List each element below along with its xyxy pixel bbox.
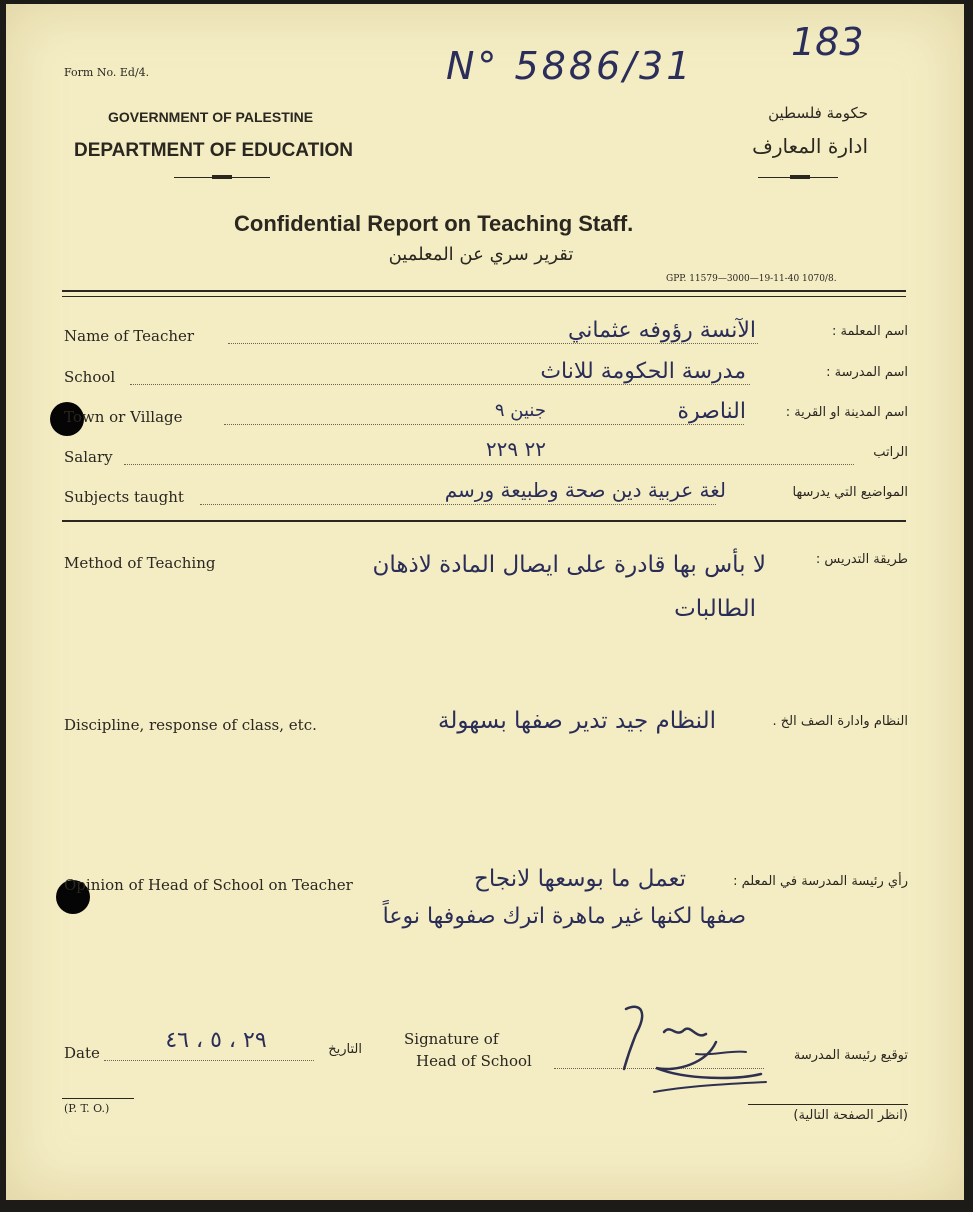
discipline-label: Discipline, response of class, etc. bbox=[64, 716, 317, 734]
discipline-value: النظام جيد تدير صفها بسهولة bbox=[437, 708, 716, 734]
town-dots bbox=[224, 424, 744, 425]
town-label-ar: اسم المدينة او القرية : bbox=[785, 405, 908, 420]
department-heading: DEPARTMENT OF EDUCATION bbox=[74, 140, 354, 161]
school-label: School bbox=[64, 368, 116, 386]
print-code: GPP. 11579—3000—19-11-40 1070/8. bbox=[666, 274, 837, 284]
opinion-label-ar: رأي رئيسة المدرسة في المعلم : bbox=[733, 874, 908, 889]
teacher-name-value: الآنسة رؤوفه عثماني bbox=[567, 318, 756, 343]
school-value: مدرسة الحكومة للاناث bbox=[540, 359, 746, 384]
method-value-line1: لا بأس بها قادرة على ايصال المادة لاذهان bbox=[372, 552, 766, 578]
teacher-name-label: Name of Teacher bbox=[64, 327, 195, 345]
method-label: Method of Teaching bbox=[64, 554, 216, 572]
footer-rule-right-top bbox=[748, 1104, 908, 1105]
salary-label-ar: الراتب bbox=[873, 445, 908, 460]
subjects-value: لغة عربية دين صحة وطبيعة ورسم bbox=[444, 478, 726, 502]
form-number: Form No. Ed/4. bbox=[64, 66, 150, 79]
subjects-label: Subjects taught bbox=[64, 488, 184, 506]
subjects-label-ar: المواضيع التي يدرسها bbox=[792, 485, 908, 500]
pto-label: (P. T. O.) bbox=[64, 1102, 110, 1115]
date-label: Date bbox=[64, 1044, 100, 1062]
method-value-line2: الطالبات bbox=[674, 596, 756, 622]
page-number: 183 bbox=[791, 20, 864, 64]
signature-label-2: Head of School bbox=[416, 1052, 532, 1070]
title-rule-thin bbox=[62, 296, 906, 297]
subjects-dots bbox=[200, 504, 716, 505]
town-label: Town or Village bbox=[64, 408, 183, 426]
opinion-label: Opinion of Head of School on Teacher bbox=[64, 876, 353, 894]
date-value: ٢٩ ، ٥ ، ٤٦ bbox=[165, 1028, 267, 1053]
discipline-label-ar: النظام وادارة الصف الخ . bbox=[772, 714, 908, 729]
method-label-ar: طريقة التدريس : bbox=[815, 552, 908, 567]
opinion-value-line2: صفها لكنها غير ماهرة اترك صفوفها نوعاً bbox=[382, 904, 746, 929]
signature-label-1: Signature of bbox=[404, 1030, 499, 1048]
header-divider-right-mark bbox=[790, 175, 810, 179]
town-extra: جنين ٩ bbox=[494, 400, 546, 421]
salary-dots bbox=[124, 464, 854, 465]
reference-number: N° 5886/31 bbox=[446, 44, 694, 88]
fields-rule bbox=[62, 520, 906, 522]
school-label-ar: اسم المدرسة : bbox=[826, 365, 908, 380]
government-heading: GOVERNMENT OF PALESTINE bbox=[108, 109, 314, 125]
report-title: Confidential Report on Teaching Staff. bbox=[234, 211, 634, 236]
title-rule-thick bbox=[62, 290, 906, 292]
teacher-name-label-ar: اسم المعلمة : bbox=[832, 324, 908, 339]
report-title-ar: تقرير سري عن المعلمين bbox=[388, 244, 574, 265]
teacher-name-dots bbox=[228, 343, 758, 344]
government-heading-ar: حكومة فلسطين bbox=[768, 104, 868, 122]
salary-label: Salary bbox=[64, 448, 113, 466]
school-dots bbox=[130, 384, 750, 385]
pto-label-ar: (انظر الصفحة التالية) bbox=[793, 1108, 908, 1123]
header-divider-left-mark bbox=[212, 175, 232, 179]
report-form-page bbox=[6, 4, 964, 1200]
footer-rule-left-top bbox=[62, 1098, 134, 1099]
opinion-value-line1: تعمل ما بوسعها لانجاح bbox=[474, 866, 686, 892]
signature-label-ar: توقيع رئيسة المدرسة bbox=[793, 1048, 908, 1063]
salary-value: ٢٢ ٢٢٩ bbox=[485, 437, 546, 461]
head-signature bbox=[596, 994, 776, 1094]
town-value: الناصرة bbox=[677, 399, 746, 424]
department-heading-ar: ادارة المعارف bbox=[752, 134, 868, 158]
date-dots bbox=[104, 1060, 314, 1061]
date-label-ar: التاريخ bbox=[328, 1042, 362, 1057]
